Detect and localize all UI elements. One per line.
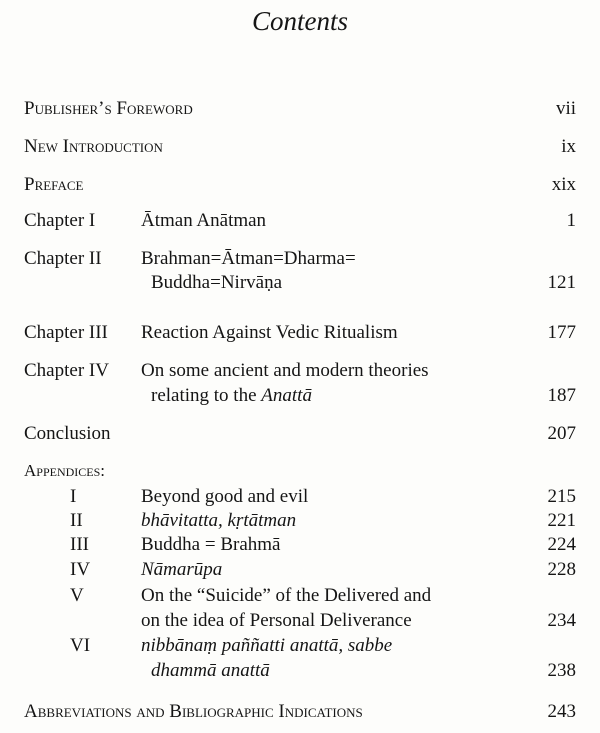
- toc-appendix-number: V: [70, 585, 84, 606]
- toc-appendix-number: VI: [70, 635, 91, 656]
- toc-page-number: 187: [547, 385, 576, 406]
- toc-title-text: relating to the: [151, 385, 262, 406]
- toc-chapter-title[interactable]: Reaction Against Vedic Ritualism: [141, 322, 398, 343]
- toc-appendix-title-cont[interactable]: dhammā anattā: [151, 660, 270, 681]
- toc-appendices-heading: Appendices:: [24, 461, 106, 480]
- toc-chapter-title[interactable]: Brahman=Ātman=Dharma=: [141, 248, 356, 269]
- toc-page-number: 221: [547, 510, 576, 531]
- toc-chapter-label: Chapter I: [24, 210, 96, 231]
- toc-publishers-foreword[interactable]: Publisher’s Foreword: [24, 98, 193, 119]
- toc-page-number: 224: [547, 534, 576, 555]
- toc-abbreviations[interactable]: Abbreviations and Bibliographic Indications: [24, 701, 363, 722]
- toc-chapter-label: Chapter II: [24, 248, 102, 269]
- toc-title-italic: Anattā: [261, 385, 312, 406]
- toc-chapter-label: Chapter IV: [24, 360, 109, 381]
- toc-page-number: ix: [561, 136, 576, 157]
- toc-page-number: 207: [547, 423, 576, 444]
- toc-page-number: 1: [566, 210, 576, 231]
- toc-chapter-label: Chapter III: [24, 322, 108, 343]
- toc-preface[interactable]: Preface: [24, 174, 84, 195]
- toc-page-number: vii: [555, 98, 576, 119]
- toc-page-number: 243: [547, 701, 576, 722]
- toc-appendix-title-cont[interactable]: on the idea of Personal Deliverance: [141, 610, 412, 631]
- toc-page-number: 215: [547, 486, 576, 507]
- toc-page-number: 121: [547, 272, 576, 293]
- page-title: Contents: [251, 6, 348, 36]
- toc-appendix-number: II: [70, 510, 83, 531]
- toc-appendix-title[interactable]: bhāvitatta, kṛtātman: [141, 510, 297, 531]
- toc-appendix-number: IV: [70, 559, 91, 580]
- toc-page-number: 228: [547, 559, 576, 580]
- toc-page-number: 234: [547, 610, 576, 631]
- toc-appendix-title[interactable]: Beyond good and evil: [141, 486, 309, 507]
- toc-page-number: xix: [551, 174, 576, 195]
- toc-appendix-number: I: [70, 486, 77, 507]
- toc-appendix-title[interactable]: On the “Suicide” of the Delivered and: [141, 585, 432, 606]
- toc-conclusion[interactable]: Conclusion: [24, 423, 111, 444]
- toc-chapter-title[interactable]: On some ancient and modern theories: [141, 360, 429, 381]
- toc-page-number: 177: [547, 322, 576, 343]
- toc-appendix-title[interactable]: nibbānaṃ paññatti anattā, sabbe: [141, 635, 393, 656]
- toc-chapter-title-cont[interactable]: Buddha=Nirvāṇa: [151, 272, 283, 293]
- toc-new-introduction[interactable]: New Introduction: [24, 136, 163, 157]
- toc-appendix-number: III: [70, 534, 89, 555]
- toc-chapter-title-cont[interactable]: [151, 384, 312, 407]
- toc-page-number: 238: [547, 660, 576, 681]
- toc-chapter-title[interactable]: Ātman Anātman: [141, 210, 267, 231]
- toc-appendix-title[interactable]: Buddha = Brahmā: [141, 534, 281, 555]
- toc-appendix-title[interactable]: Nāmarūpa: [141, 559, 223, 580]
